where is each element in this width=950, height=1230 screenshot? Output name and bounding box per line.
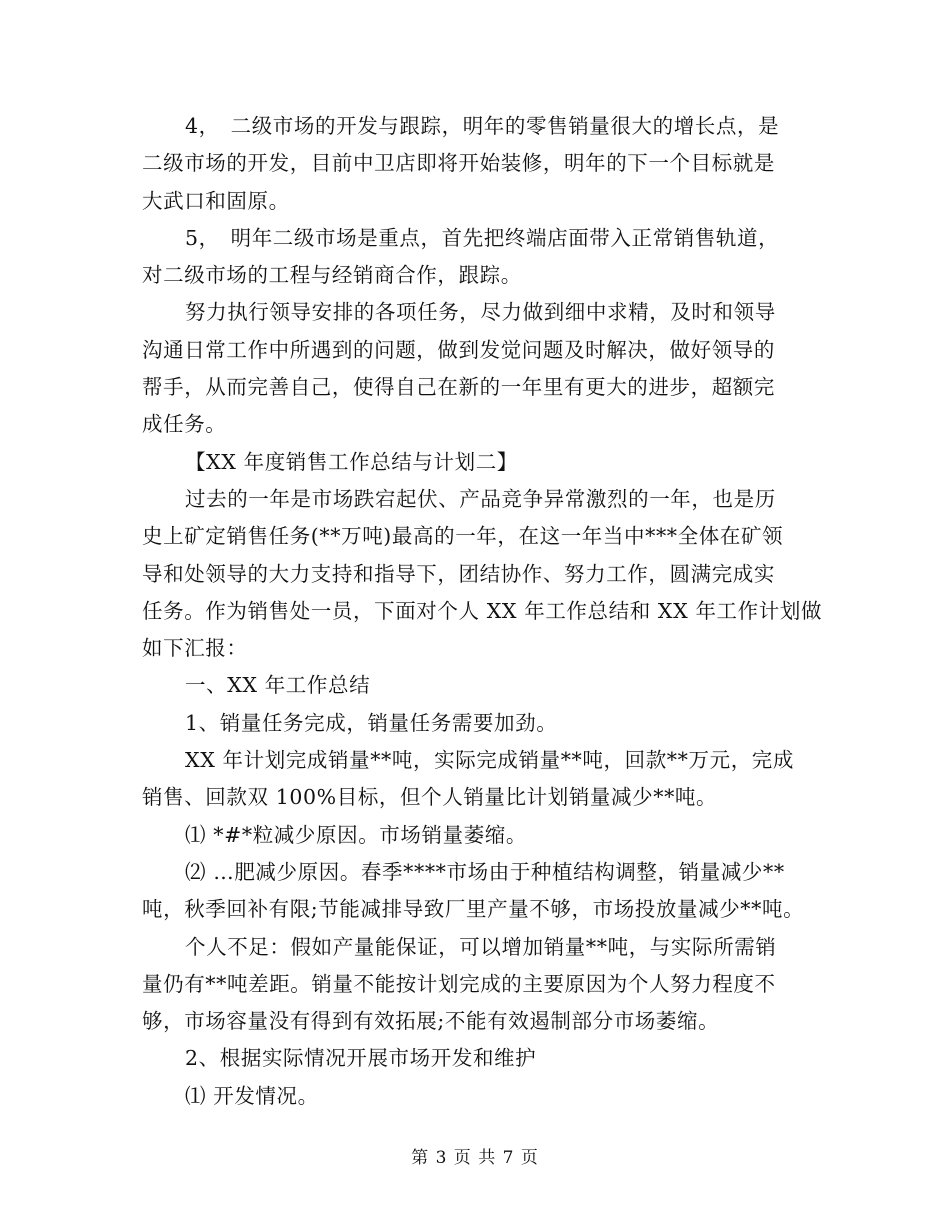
text-line: 1、销量任务完成，销量任务需要加劲。 <box>185 710 558 735</box>
text-line: 一、XX 年工作总结 <box>185 673 371 698</box>
text-line: 2、根据实际情况开展市场开发和维护 <box>185 1046 537 1071</box>
text-line: 吨，秋季回补有限;节能减排导致厂里产量不够，市场投放量减少**吨。 <box>142 897 805 922</box>
text-line: 如下汇报： <box>142 636 248 661</box>
text-line: 5， 明年二级市场是重点，首先把终端店面带入正常销售轨道， <box>185 225 780 250</box>
document-body <box>142 108 822 1115</box>
text-line: 过去的一年是市场跌宕起伏、产品竞争异常激烈的一年，也是历 <box>185 486 776 511</box>
text-line: 沟通日常工作中所遇到的问题，做到发觉问题及时解决，做好领导的 <box>142 337 775 362</box>
text-line: 销售、回款双 100%目标，但个人销量比计划销量减少**吨。 <box>142 785 718 810</box>
text-line: 二级市场的开发，目前中卫店即将开始装修，明年的下一个目标就是 <box>142 151 775 176</box>
text-line: 努力执行领导安排的各项任务，尽力做到细中求精，及时和领导 <box>185 300 776 325</box>
text-line: 大武口和固原。 <box>142 188 290 213</box>
text-line: 任务。作为销售处一员，下面对个人 XX 年工作总结和 XX 年工作计划做 <box>142 598 823 623</box>
text-line: ⑴ 开发情况。 <box>185 1083 319 1108</box>
text-line: 【XX 年度销售工作总结与计划二】 <box>185 449 518 474</box>
text-line: 够，市场容量没有得到有效拓展;不能有效遏制部分市场萎缩。 <box>142 1009 720 1034</box>
page-footer: 第 3 页 共 7 页 <box>411 1148 539 1168</box>
text-line: 量仍有**吨差距。销量不能按计划完成的主要原因为个人努力程度不 <box>142 971 776 996</box>
text-line: XX 年计划完成销量**吨，实际完成销量**吨，回款**万元，完成 <box>185 748 795 773</box>
text-line: 个人不足：假如产量能保证，可以增加销量**吨，与实际所需销 <box>185 934 777 959</box>
text-line: 4， 二级市场的开发与跟踪，明年的零售销量很大的增长点，是 <box>185 114 780 138</box>
text-line: 对二级市场的工程与经销商合作，跟踪。 <box>142 263 522 288</box>
text-line: 帮手，从而完善自己，使得自己在新的一年里有更大的进步，超额完 <box>142 375 775 400</box>
text-line: ⑵ …肥减少原因。春季****市场由于种植结构调整，销量减少** <box>185 859 785 884</box>
text-line: ⑴ *#*粒减少原因。市场销量萎缩。 <box>185 822 527 847</box>
text-line: 史上矿定销售任务(**万吨)最高的一年，在这一年当中***全体在矿领 <box>142 524 784 549</box>
text-line: 导和处领导的大力支持和指导下，团结协作、努力工作，圆满完成实 <box>142 561 775 586</box>
text-line: 成任务。 <box>142 412 227 437</box>
